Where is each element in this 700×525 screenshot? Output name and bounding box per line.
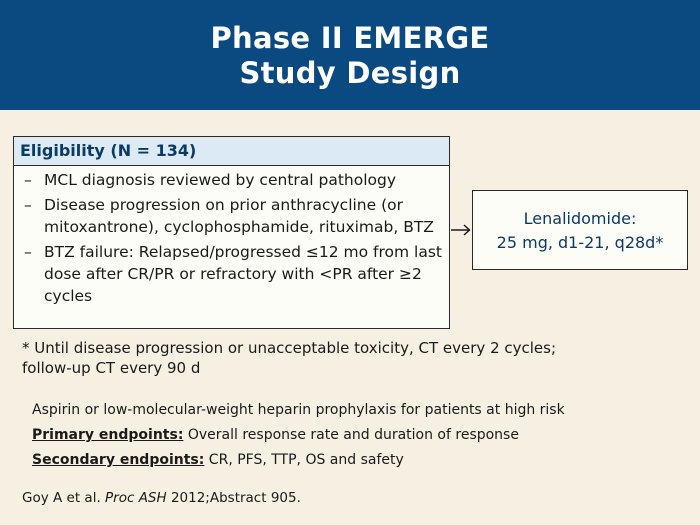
- citation-authors: Goy A et al.: [22, 490, 106, 506]
- dash-bullet: –: [24, 196, 32, 214]
- eligibility-item-text: Disease progression on prior anthracycline (or mitoxantrone), cyclophosphamide, rituximab, BTZ: [44, 196, 434, 236]
- secondary-endpoints-label: Secondary endpoints:: [32, 452, 205, 468]
- eligibility-item: [14, 194, 449, 238]
- dash-bullet: –: [24, 171, 32, 189]
- primary-endpoints-label: Primary endpoints:: [32, 427, 184, 443]
- eligibility-item-text: BTZ failure: Relapsed/progressed ≤12 mo from last dose after CR/PR or refractory with <PR after ≥2 cycles: [44, 243, 442, 305]
- eligibility-box: [13, 136, 450, 329]
- slide-title-line-1: Phase II EMERGE: [210, 21, 490, 55]
- secondary-endpoints-text: CR, PFS, TTP, OS and safety: [204, 452, 404, 468]
- prophylaxis-note: Aspirin or low-molecular-weight heparin prophylaxis for patients at high risk: [32, 402, 565, 418]
- eligibility-list: [14, 169, 449, 307]
- treatment-footnote: * Until disease progression or unacceptable toxicity, CT every 2 cycles; follow-up CT every 90 d: [22, 339, 557, 377]
- primary-endpoints: [32, 427, 692, 443]
- eligibility-item-text: MCL diagnosis reviewed by central pathology: [44, 171, 397, 189]
- eligibility-item: [14, 241, 449, 307]
- citation-journal: Proc ASH: [105, 490, 167, 506]
- slide-title-line-2: Study Design: [239, 56, 461, 90]
- eligibility-item: [14, 169, 449, 191]
- dash-bullet: –: [24, 243, 32, 261]
- citation-details: 2012;Abstract 905.: [166, 490, 301, 506]
- treatment-box: [472, 190, 688, 270]
- secondary-endpoints: [32, 452, 692, 468]
- treatment-dose: 25 mg, d1-21, q28d*: [496, 233, 664, 252]
- primary-endpoints-text: Overall response rate and duration of response: [183, 427, 519, 443]
- treatment-drug: Lenalidomide:: [523, 209, 637, 228]
- slide-header: [0, 0, 700, 110]
- citation: [22, 490, 301, 506]
- arrow-right-icon: [451, 223, 471, 237]
- eligibility-title: Eligibility (N = 134): [14, 137, 449, 166]
